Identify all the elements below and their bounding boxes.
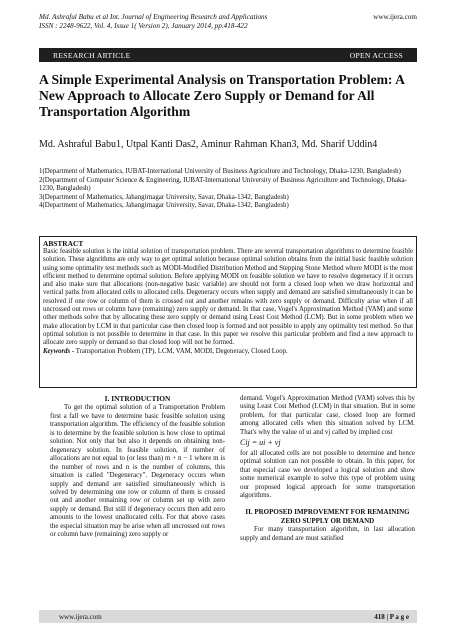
abstract-box	[39, 236, 417, 388]
access-label: OPEN ACCESS	[349, 51, 403, 60]
journal-citation: Md. Ashraful Babu et al Int. Journal of Engineering Research and Applications	[39, 13, 268, 21]
proposed-paragraph: For many transportation algorithm, in last allocation supply and demand are must satisfied	[240, 526, 415, 542]
footer-url[interactable]: www.ijera.com	[59, 613, 102, 621]
page-number: 418 | P a g e	[374, 613, 409, 621]
right-column	[240, 395, 415, 543]
section-heading-introduction: I. INTRODUCTION	[104, 394, 171, 403]
implied-cost-equation: Cij = ui + vj	[240, 438, 281, 448]
affiliations	[39, 168, 417, 211]
affiliation-4: 4(Department of Mathematics, Jahangirnagar University, Savar, Dhaka-1342, Bangladesh)	[39, 202, 289, 210]
intro-paragraph-continued: demand. Vogel's Approximation Method (VAM) solves this by using Least Cost Method (LCM) in that situation. But in some problem, for that particular case, closed loop are formed among allocated cells when this situation solved by LCM. That's why the value of ui and vj called by implied cost	[240, 395, 415, 436]
affiliation-2: 2(Department of Computer Science & Engineering, IUBAT-International University of Business Agriculture and Technology, Dhaka-1230, Bangladesh)	[39, 176, 407, 193]
section-heading-proposed: II. PROPOSED IMPROVEMENT FOR REMAINING ZERO SUPPLY OR DEMAND	[245, 508, 410, 525]
article-type-label: RESEARCH ARTICLE	[53, 51, 131, 60]
page-footer	[39, 610, 417, 623]
affiliation-1: 1(Department of Mathematics, IUBAT-International University of Business Agriculture and Technology, Dhaka-1230, Bangladesh)	[39, 168, 401, 175]
affiliation-3: 3(Department of Mathematics, Jahangirnagar University, Savar, Dhaka-1342, Bangladesh)	[39, 193, 289, 201]
paper-title: A Simple Experimental Analysis on Transportation Problem: A New Approach to Allocate Zero Supply or Demand for All Transportation Algorithm	[39, 72, 405, 119]
issn-line: ISSN : 2248-9622, Vol. 4, Issue 1( Version 2), January 2014, pp.418-422	[39, 22, 248, 30]
keywords-label: Keywords -	[43, 347, 75, 355]
intro-paragraph-end: for all allocated cells are not possible to determine and hence optimal solution can not possible to obtain. In this paper, for that especial case we developed a logical solution and show some numerical example to solve this type of problem using our proposed logical approach for some transportation algorithms.	[240, 449, 415, 499]
running-header	[39, 13, 417, 31]
article-type-band	[39, 48, 417, 62]
keywords-text: Transportation Problem (TP), LCM, VAM, MODI, Degeneracy, Closed Loop.	[74, 347, 288, 355]
intro-paragraph: To get the optimal solution of a Transportation Problem first a fall we have to determine basic feasible solution using transportation algorithm. The efficiency of the feasible solution is to determine by the feasible solution is how close to optimal solution. Not only that but also it depends on obtaining non-degeneracy solution. In feasible solution, if number of allocations are not equal to (or less than) m + n − 1 where m is the number of rows and n is the number of columns, this situation is called "Degeneracy". Degeneracy occurs when supply and demand are satisfied simultaneously which is solved by determining one row or column of them is crossed out and another remaining row or column set up with zero supply or demand. But still if degeneracy occurs then add zero amounts to the lowest unallocated cells. For that above cases the especial situation may be arise when all uncrossed out rows or column have (remaining) zero supply or	[50, 404, 225, 539]
author-list: Md. Ashraful Babu1, Utpal Kanti Das2, Aminur Rahman Khan3, Md. Sharif Uddin4	[39, 139, 378, 150]
abstract-text: Basic feasible solution is the initial solution of transportation problem. There are several transportation algorithms to determine feasible solution. These algorithms are only way to get optimal solution because optimal solution obtains from the initial basic feasible solution using some optimality test methods such as MODI-Modified Distribution Method and Stepping Stone Method where MODI is the most efficient method to determine optimal solution. Before applying MODI on feasible solution we have to resolve degeneracy if it occurs and also make sure that allocations (non-negative basic variable) are should not form a closed loop when we draw horizontal and vertical paths from allocated cells to allocated cells. Degeneracy occurs when supply and demand are satisfied simultaneously it can be resolved if one row or column of them is crossed out and another remains with zero supply or demand. Difficulty arise when if all uncrossed out rows or column have (remaining) zero supply or demand. In that case, Vogel's Approximation Method (VAM) and some other methods solve that by allocating these zero supply or demand using Least Cost Method (LCM). But in some problem when we make allocation by LCM in that particular case then closed loop is formed and not possible to apply any optimality test method. So that optimal solution is not possible to determine in that case. In this paper we resolve this particular problem and find a new approach to allocate zero supply or demand so that closed loop will not be formed.	[43, 248, 413, 347]
keywords	[43, 348, 413, 356]
journal-website[interactable]: www.ijera.com	[373, 13, 417, 21]
left-column	[50, 395, 225, 540]
abstract-heading: ABSTRACT	[43, 239, 84, 248]
